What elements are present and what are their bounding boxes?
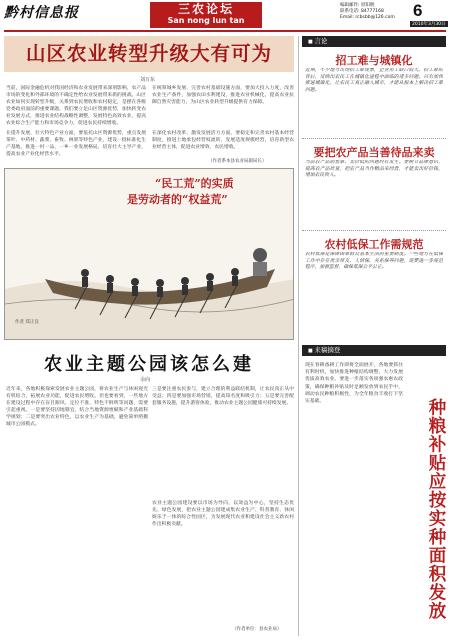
yanlun-body-3: 农村低保是保障困难群众基本生活的重要制度。一些地方在低保工作中存在优亲厚友、人情保、关系保等问题，需要进一步规范程序，加强监督，确保低保公平公正。 [305,252,443,271]
editor-line: 编辑邮件: 原阳帆 [340,3,375,8]
article2-col3: 农业主题公园建设要以市场为导向，以效益为中心，坚持生态优先、绿色发展，把农业主题公园建成集农业生产、科普教育、休闲娱乐于一体的综合性园区，为发展现代农业和建设社会主义新农村作出积极贡献。 [152,501,294,528]
laigao-body: 现在春耕备耕工作即将全面展开，各地要抓住有利时机，加快推进种植结构调整，大力发展优质高效农业。要进一步落实各项强农惠农政策，确保种粮补贴及时足额发放到农民手中，调动农民种粮积极性，为全年粮食丰收打下坚实基础。 [305,363,403,405]
editor-info [340,3,395,21]
masthead: 黔村信息报 [4,5,79,21]
laigao-column-header: ■ 来稿摘登 [302,345,446,356]
issue-date: 2010年3月30日 [412,22,446,27]
yanlun-title-2: 要把农产品当善待品来卖 [313,146,435,159]
page-number: 6 [413,1,423,20]
article1-para1: 当前，国际金融危机对我国经济和农业发展带来深刻影响，农产品市场的变化和外部环境的不确定性给农业发展带来新的挑战。山区农业如何实现转型升级，关系到农民增收和农村稳定，是摆在各级党委政府面前的重要课题。我们要立足山区资源优势，加快转变农业发展方式，推进农业结构战略性调整，发展特色高效农业，提高农业综合生产能力和市场竞争力，促进农民持续增收。 [6,86,146,127]
cartoon-caption-line1: “民工荒”的实质 [155,177,234,190]
section-title: 三农论坛 [177,2,234,16]
article1-byline: （作者系本县农业局副局长） [208,159,267,164]
article2-byline: （作者单位：县农业局） [232,627,282,632]
cartoon-credit: 作者 郑正良 [15,320,39,325]
column-divider [298,36,299,636]
email-line: Email: rcbsbb@126.com [340,15,395,20]
laigao-vertical-headline: 种粮补贴应按实种面积发放 [426,398,446,620]
header-rule [4,30,446,32]
yanlun-body-1: 近期，不少地方出现招工难现象，企业用工缺口较大。招工难的背后，反映出农民工在城镇化进程中面临的诸多问题。只有加快推进城镇化，让农民工真正融入城市，才能从根本上解决招工难问题。 [305,68,443,93]
boss-figure [253,248,267,262]
article1-para4: 在深化农村改革、激发发展活力方面，要稳定和完善农村基本经营制度，推进土地承包经营权流转，发展适度规模经营，培育新型农业经营主体，促进农业增效、农民增收。 [152,131,294,151]
editorial-cartoon [4,168,294,340]
article1-headline: 山区农业转型升级大有可为 [4,36,294,72]
article2-col2: 三是要注重农民参与，建立合理的利益联结机制，让农民真正从中受益；四是要加强市场营销，提高知名度和吸引力；五是要完善配套服务设施，提升游客体验，推动农业主题公园健康可持续发展。 [152,387,294,407]
article2-headline: 农业主题公园该怎么建 [44,354,254,375]
yanlun-column-header: ■ 言论 [302,36,446,47]
phone-line: 联系电话: 84777168 [340,9,384,14]
section-banner [150,2,262,28]
article1-para2: 在提升发展、壮大特色产业方面，要依托山区资源优势，重点发展茶叶、中药材、蔬菜、畜牧、林果等特色产业，建设一批标准化生产基地，推进一村一品、一乡一业发展格局，培育壮大主导产业，提高农业产业化经营水平。 [6,131,146,158]
cartoon-caption-line2: 是劳动者的“权益荒” [127,193,228,206]
separator [302,230,446,232]
yanlun-title-1: 招工难与城镇化 [335,54,413,67]
separator [302,138,446,140]
article1-para3: 在统筹城乡发展、完善农村基础设施方面，要加大投入力度，改善农业生产条件，加强农田水利建设，推进农业机械化，提高农业抗御自然灾害能力，为山区农业转型升级提供有力保障。 [152,86,294,106]
yanlun-body-2: 当前农产品销售难、卖价低的问题时有发生。要树立品牌意识，提高农产品质量，把农产品当作精品来经营，才能卖出好价钱，增加农民收入。 [305,160,443,179]
section-pinyin: San nong lun tan [167,16,245,25]
article1-author: 刘万东 [140,77,156,83]
article2-col1: 近年来，各地积极探索发展农业主题公园，将农业生产与休闲观光有机结合，拓展农业功能，促进农民增收。但也要看到，一些地方在建设过程中存在盲目跟风、定位不准、特色不鲜明等问题，需要引起重视。一是要坚持因地制宜，结合当地资源禀赋和产业基础科学规划；二是要突出农业特色，以农业生产为基础，避免简单照搬城市公园模式。 [6,387,148,428]
boss-body [253,262,267,276]
yanlun-title-3: 农村低保工作需规范 [324,238,424,251]
article2-author: 余向 [140,377,151,383]
